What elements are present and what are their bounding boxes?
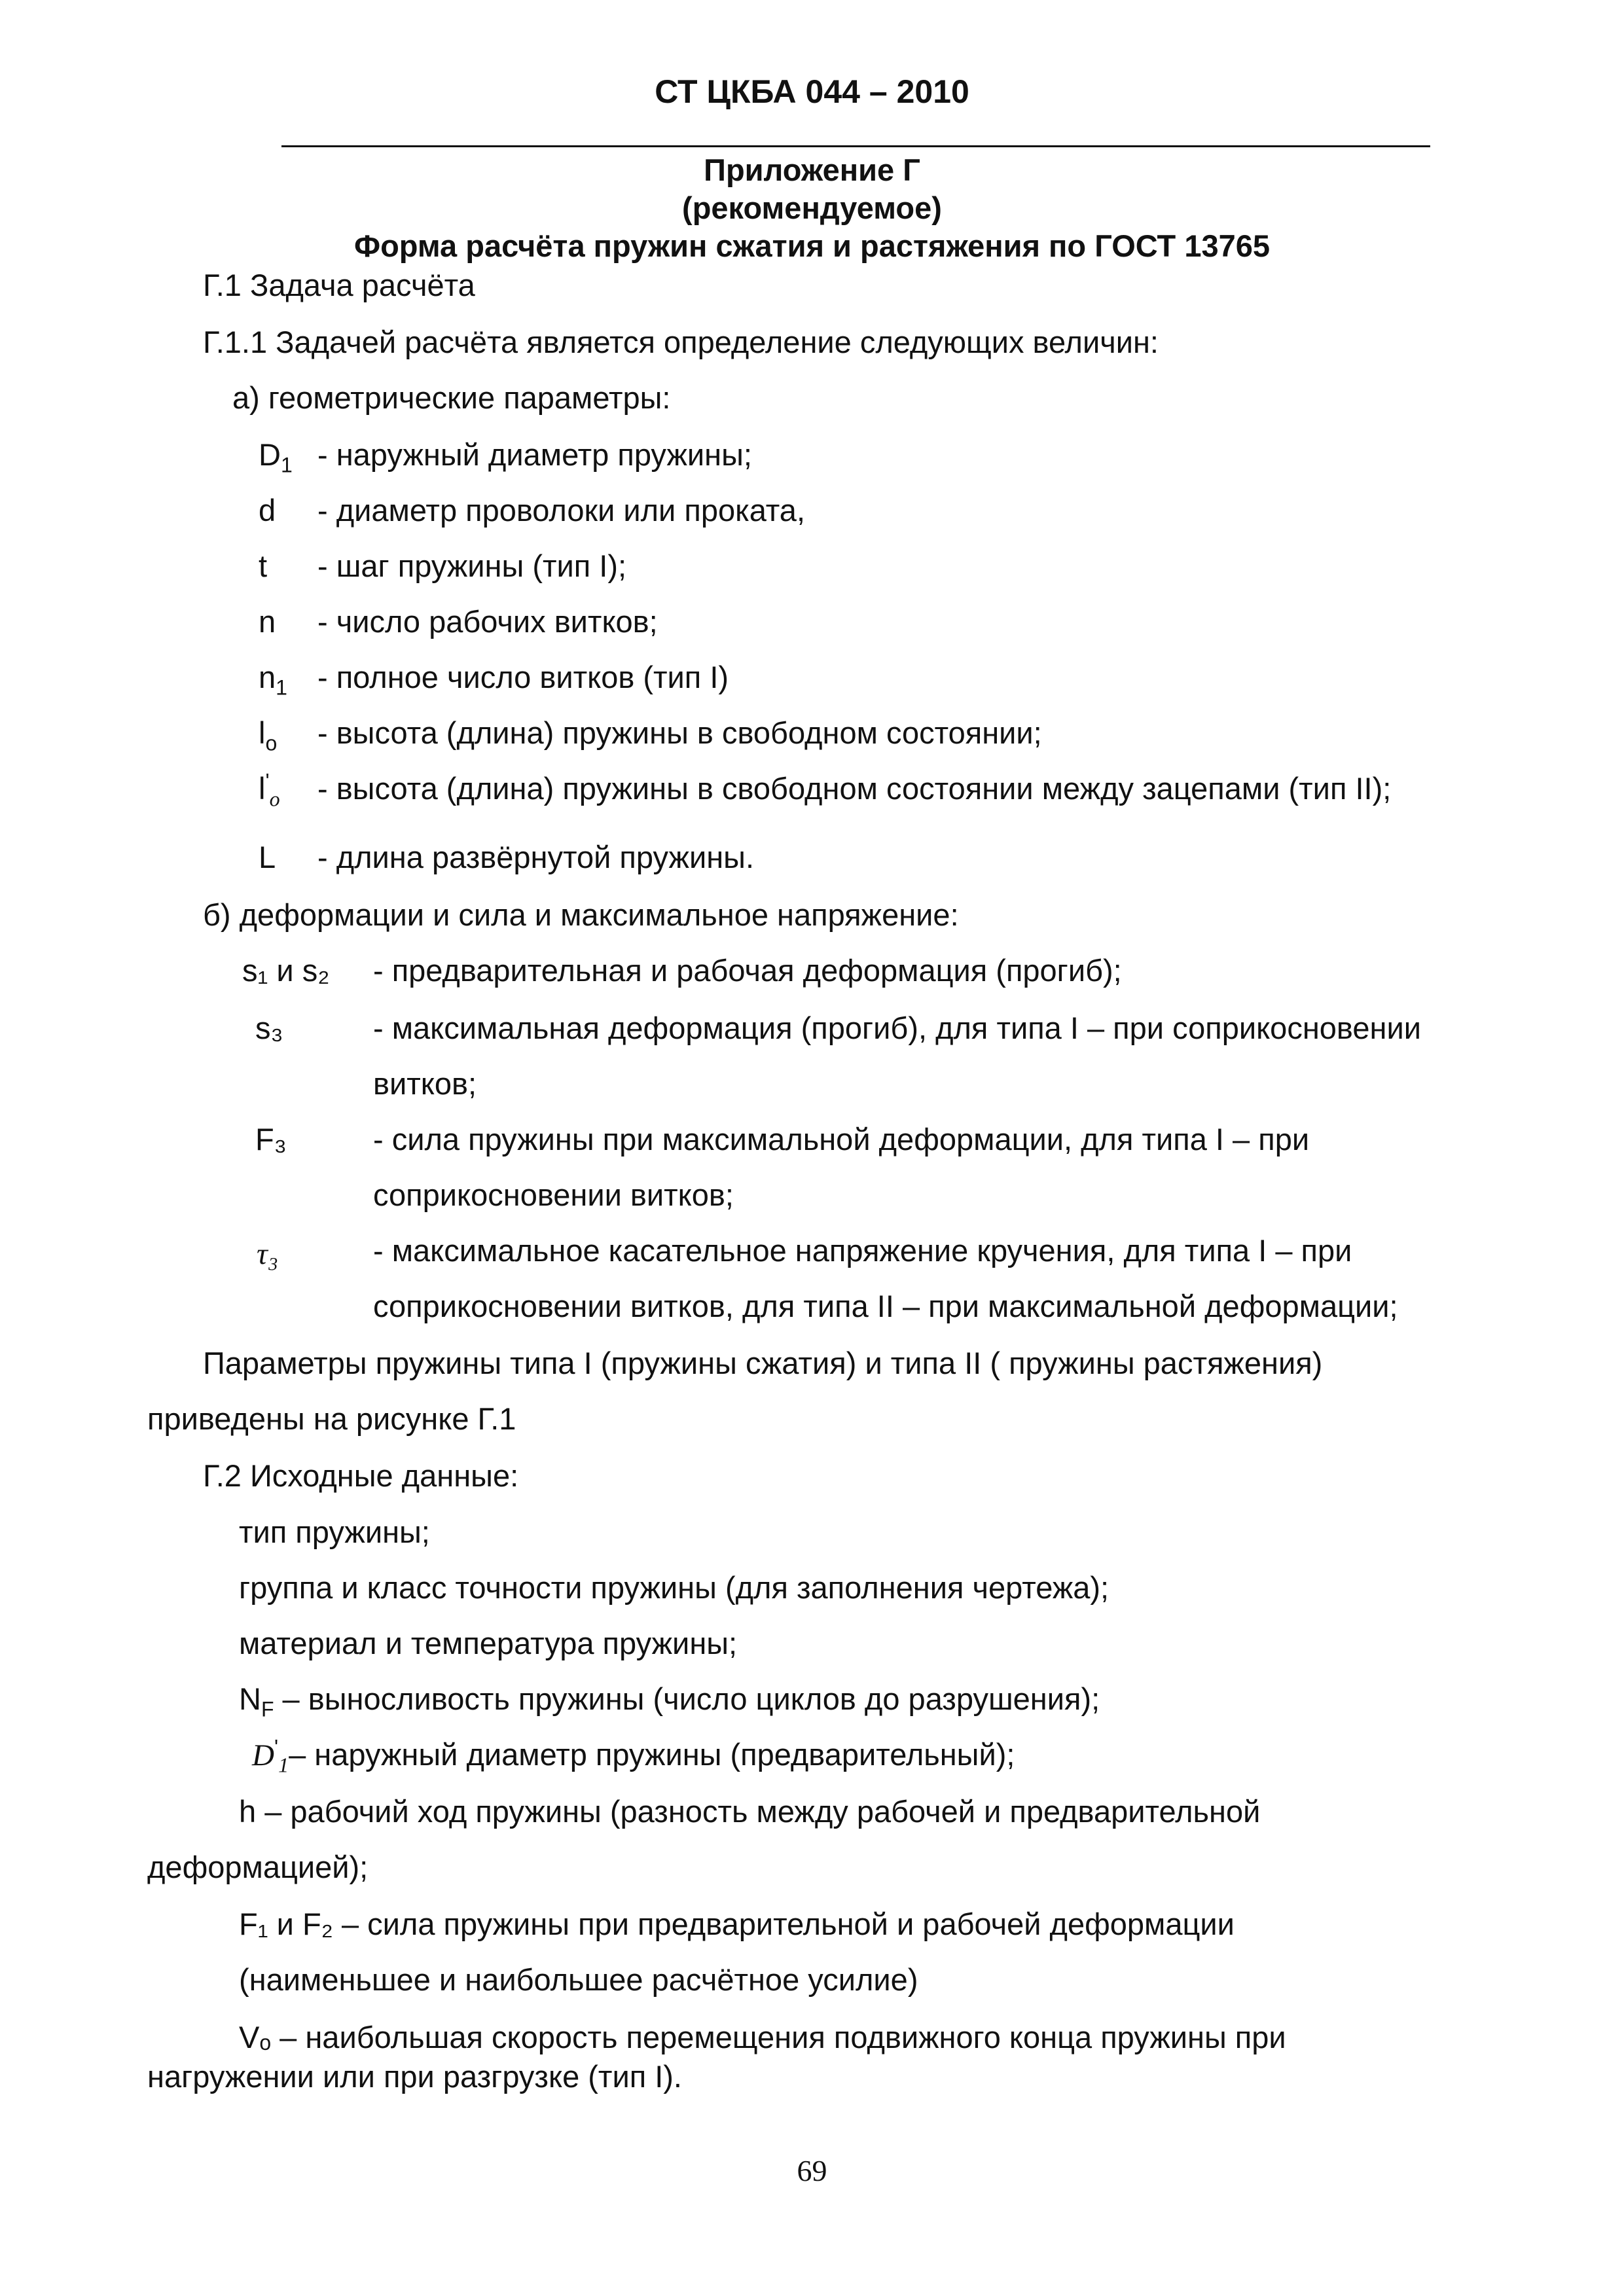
desc-s3-line2: витков; [373,1066,477,1101]
input-f-line2: (наименьшее и наибольшее расчётное усилие) [239,1962,918,1997]
desc-tau3-line2: соприкосновении витков, для типа II – при максимальной деформации; [373,1289,1398,1323]
page-number: 69 [797,2154,827,2187]
desc-s3-line1: - максимальная деформация (прогиб), для типа I – при соприкосновении [373,1011,1421,1045]
input-f-line1: F₁ и F₂ – сила пружины при предварительной и рабочей деформации [239,1907,1235,1941]
symbol-n1: $n_1$ [259,660,287,700]
desc-l0: - высота (длина) пружины в свободном состоянии; [317,715,1042,750]
desc-s1-s2: - предварительная и рабочая деформация (прогиб); [373,953,1122,988]
symbol-l0: $l_o$ [259,715,278,755]
desc-d1: - наружный диаметр пружины; [317,437,752,472]
input-nf: $N_F$ – выносливость пружины (число циклов до разрушения); [239,1681,1100,1721]
input-v-line2: нагружении или при разгрузке (тип I). [147,2059,682,2094]
symbol-s1-s2: s₁ и s₂ [242,953,330,988]
desc-tau3-line1: - максимальное касательное напряжение кручения, для типа I – при [373,1233,1352,1268]
desc-l0-prime: - высота (длина) пружины в свободном состоянии между зацепами (тип II); [317,771,1392,806]
section-g11-text: Г.1.1 Задачей расчёта является определение следующих величин: [203,325,1159,359]
desc-t: - шаг пружины (тип I); [317,548,627,583]
input-group-class: группа и класс точности пружины (для заполнения чертежа); [239,1570,1110,1605]
symbol-d: d [259,493,276,528]
appendix-title: Приложение Г [704,152,920,187]
symbol-L: L [259,840,276,874]
input-spring-type: тип пружины; [239,1515,430,1549]
input-material: материал и температура пружины; [239,1626,738,1660]
symbol-d1: $D_1$ [259,437,293,477]
params-line1: Параметры пружины типа I (пружины сжатия) и типа II ( пружины растяжения) [203,1346,1323,1380]
desc-n1: - полное число витков (тип I) [317,660,729,694]
symbol-l0-prime: $l'_o$ [259,769,280,811]
header-rule [281,145,1430,147]
symbol-n: n [259,604,276,639]
symbol-tau3: τ₃ [257,1237,279,1271]
params-line2: приведены на рисунке Г.1 [147,1401,516,1436]
desc-d: - диаметр проволоки или проката, [317,493,806,528]
desc-n: - число рабочих витков; [317,604,658,639]
input-d1-prime: $D'_1-$ наружный диаметр пружины (предварительный); [252,1735,1015,1777]
symbol-s3: s₃ [255,1011,283,1045]
symbol-f3: F₃ [255,1122,287,1157]
section-g2-heading: Г.2 Исходные данные: [203,1458,519,1493]
input-h-line1: h – рабочий ход пружины (разность между рабочей и предварительной [239,1794,1261,1829]
form-title: Форма расчёта пружин сжатия и растяжения по ГОСТ 13765 [353,228,1271,263]
input-v-line1: Vₒ – наибольшая скорость перемещения подвижного конца пружины при [239,2020,1286,2054]
desc-f3-line1: - сила пружины при максимальной деформации, для типа I – при [373,1122,1310,1157]
symbol-t: t [259,548,268,583]
desc-f3-line2: соприкосновении витков; [373,1177,734,1212]
desc-L: - длина развёрнутой пружины. [317,840,754,874]
appendix-status: (рекомендуемое) [682,190,942,225]
section-g1-heading: Г.1 Задача расчёта [203,268,475,302]
document-code: СТ ЦКБА 044 – 2010 [655,73,969,110]
geometric-heading: а) геометрические параметры: [232,380,671,415]
input-h-line2: деформацией); [147,1850,369,1884]
deformation-heading: б) деформации и сила и максимальное напряжение: [203,897,959,932]
